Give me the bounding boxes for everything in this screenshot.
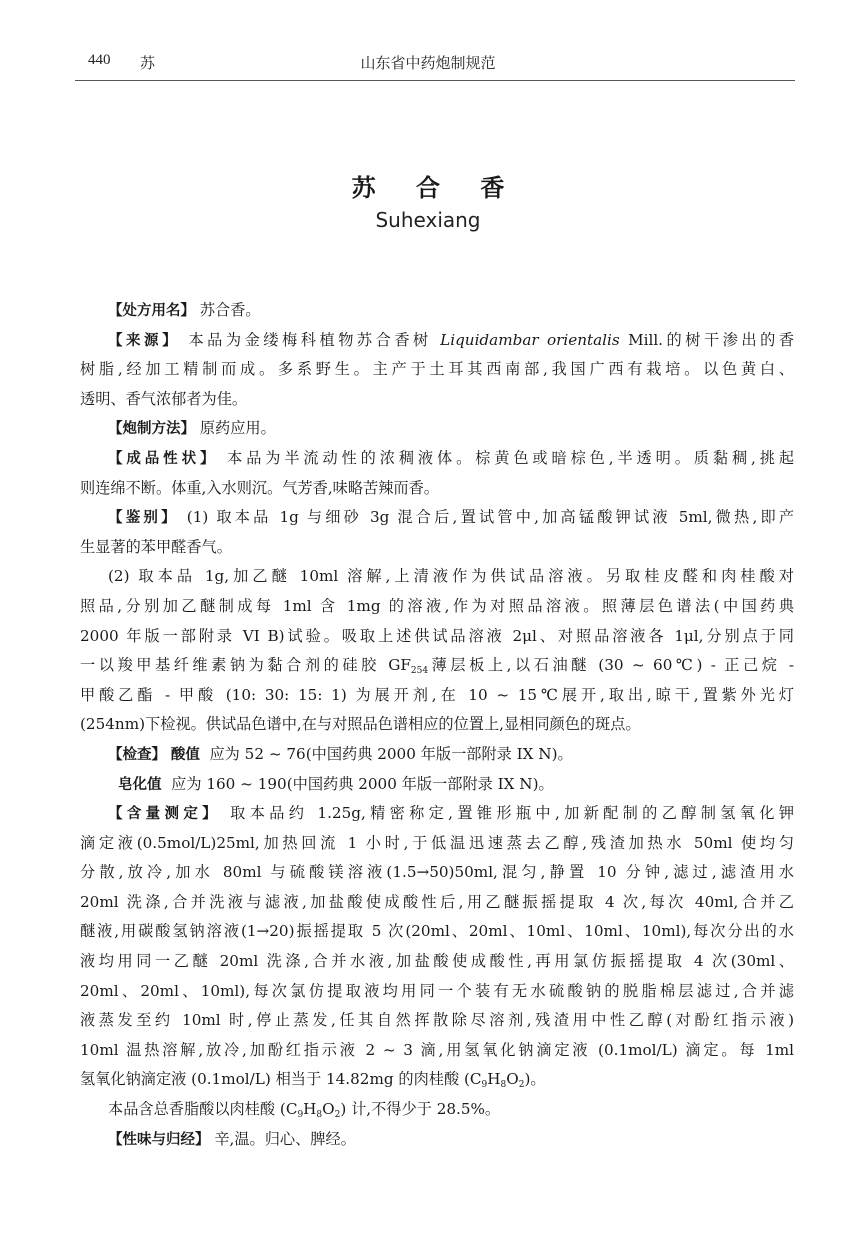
- subscript: 254: [410, 666, 429, 677]
- assay-line: [80, 799, 794, 829]
- page-number: 440: [88, 52, 111, 68]
- characteristics-line: [80, 444, 794, 474]
- text-run: 取本品约 1.25g,精密称定,置锥形瓶中,加新配制的乙醇制氢氧化钾: [230, 804, 794, 823]
- text-line: (254nm)下检视。供试品色谱中,在与对照品色谱相应的位置上,显相同颜色的斑点。: [80, 715, 641, 734]
- section-label: 【成品性状】: [108, 450, 219, 467]
- text-run: O: [506, 1070, 519, 1089]
- section-label: 【性味与归经】: [108, 1131, 210, 1148]
- section-label: 【炮制方法】: [108, 421, 195, 438]
- assay-limit-line: [80, 1095, 794, 1125]
- text-run: Mill.的树干渗出的香: [628, 330, 794, 349]
- section-label: 【来源】: [108, 332, 181, 349]
- text-line: 甲酸乙酯 - 甲酸 (10: 30: 15: 1) 为展开剂,在 10 ~ 15℃展开,取出,晾干,置紫外光灯: [80, 685, 794, 704]
- text-line: [80, 1065, 794, 1095]
- section-character: 苏: [140, 54, 156, 72]
- text-run: (1) 取本品 1g 与细砂 3g 混合后,置试管中,加高锰酸钾试液 5ml,微热,即产: [186, 508, 794, 527]
- text-run: H: [487, 1070, 501, 1089]
- text-line: 则连绵不断。体重,入水则沉。气芳香,味略苦辣而香。: [80, 478, 439, 497]
- text-run: H: [303, 1100, 317, 1119]
- acid-value-label: 酸值: [170, 746, 200, 763]
- text-run: )。: [524, 1070, 546, 1089]
- text-run: 本品含总香脂酸以肉桂酸 (C: [108, 1100, 298, 1119]
- saponification-label: 皂化值: [118, 776, 162, 793]
- inspection-line: [80, 740, 794, 770]
- entry-pinyin: Suhexiang: [375, 208, 481, 232]
- latin-name: Liquidambar orientalis: [440, 330, 620, 349]
- entry-title: 苏 合 香: [351, 174, 521, 202]
- subscript: 8: [500, 1080, 507, 1091]
- text-run: 氢氧化钠滴定液 (0.1mol/L) 相当于 14.82mg 的肉桂酸 (C: [80, 1070, 482, 1089]
- identification-line: [80, 503, 794, 533]
- subscript: 2: [518, 1080, 525, 1091]
- source-line: [80, 326, 794, 356]
- text-run: ) 计,不得少于 28.5%。: [340, 1100, 501, 1119]
- nature-line: [80, 1125, 794, 1155]
- text-line: [80, 651, 794, 681]
- text-run: 本品为半流动性的浓稠液体。棕黄色或暗棕色,半透明。质黏稠,挑起: [227, 448, 794, 467]
- subscript: 2: [334, 1110, 341, 1121]
- text-line: 液蒸发至约 10ml 时,停止蒸发,任其自然挥散除尽溶剂,残渣用中性乙醇(对酚红指示液): [80, 1011, 794, 1030]
- text-line: 生显著的苯甲醛香气。: [80, 537, 232, 556]
- header-rule: [75, 80, 795, 81]
- text-line: 20ml、20ml、10ml),每次氯仿提取液均用同一个装有无水硫酸钠的脱脂棉层滤过,合并滤: [80, 981, 794, 1000]
- text-run: 一以羧甲基纤维素钠为黏合剂的硅胶 GF: [80, 656, 411, 675]
- text-run: O: [322, 1100, 335, 1119]
- subscript: 9: [297, 1110, 304, 1121]
- text-line: 10ml 温热溶解,放冷,加酚红指示液 2 ~ 3 滴,用氢氧化钠滴定液 (0.1mol/L) 滴定。每 1ml: [80, 1040, 794, 1059]
- text-line: 滴定液(0.5mol/L)25ml,加热回流 1 小时,于低温迅速蒸去乙醇,残渣加热水 50ml 使均匀: [80, 833, 794, 852]
- text-run: 应为 52 ~ 76(中国药典 2000 年版一部附录 IX N)。: [209, 744, 573, 763]
- text-line: 照品,分别加乙醚制成每 1ml 含 1mg 的溶液,作为对照品溶液。照薄层色谱法(中国药典: [80, 596, 794, 615]
- text-line: 2000 年版一部附录 VI B)试验。吸取上述供试品溶液 2μl、对照品溶液各 1μl,分别点于同: [80, 626, 794, 645]
- text-line: 液均用同一乙醚 20ml 洗涤,合并水液,加盐酸使成酸性,再用氯仿振摇提取 4 次(30ml、: [80, 952, 794, 971]
- section-label: 【含量测定】: [108, 806, 221, 823]
- section-text: 辛,温。归心、脾经。: [214, 1129, 356, 1148]
- text-run: 应为 160 ~ 190(中国药典 2000 年版一部附录 IX N)。: [171, 774, 554, 793]
- section-label: 【鉴别】: [108, 510, 179, 527]
- processing-line: [80, 414, 794, 444]
- subscript: 9: [481, 1080, 488, 1091]
- entry-body: [80, 296, 794, 1154]
- section-text: 原药应用。: [199, 419, 276, 438]
- saponification-line: [80, 770, 794, 800]
- text-line: 醚液,用碳酸氢钠溶液(1→20)振摇提取 5 次(20ml、20ml、10ml、10ml、10ml),每次分出的水: [80, 922, 794, 941]
- text-line: 分散,放冷,加水 80ml 与硫酸镁溶液(1.5→50)50ml,混匀,静置 10 分钟,滤过,滤渣用水: [80, 863, 794, 882]
- section-label: 【处方用名】: [108, 303, 195, 319]
- text-line: 20ml 洗涤,合并洗液与滤液,加盐酸使成酸性后,用乙醚振摇提取 4 次,每次 40ml,合并乙: [80, 892, 794, 911]
- running-header-title: 山东省中药炮制规范: [360, 54, 496, 72]
- subscript: 8: [316, 1110, 323, 1121]
- prescription-name-line: [80, 296, 794, 326]
- text-run: 薄层板上,以石油醚 (30 ~ 60℃) - 正己烷 -: [428, 656, 794, 675]
- section-label: 【检查】: [108, 746, 166, 763]
- text-run: 本品为金缕梅科植物苏合香树: [188, 330, 432, 349]
- section-text: 苏合香。: [199, 301, 261, 319]
- text-line: 透明、香气浓郁者为佳。: [80, 389, 248, 408]
- text-line: (2) 取本品 1g,加乙醚 10ml 溶解,上清液作为供试品溶液。另取桂皮醛和肉桂酸对: [108, 567, 794, 586]
- text-line: 树脂,经加工精制而成。多系野生。主产于土耳其西南部,我国广西有栽培。以色黄白、: [80, 360, 794, 379]
